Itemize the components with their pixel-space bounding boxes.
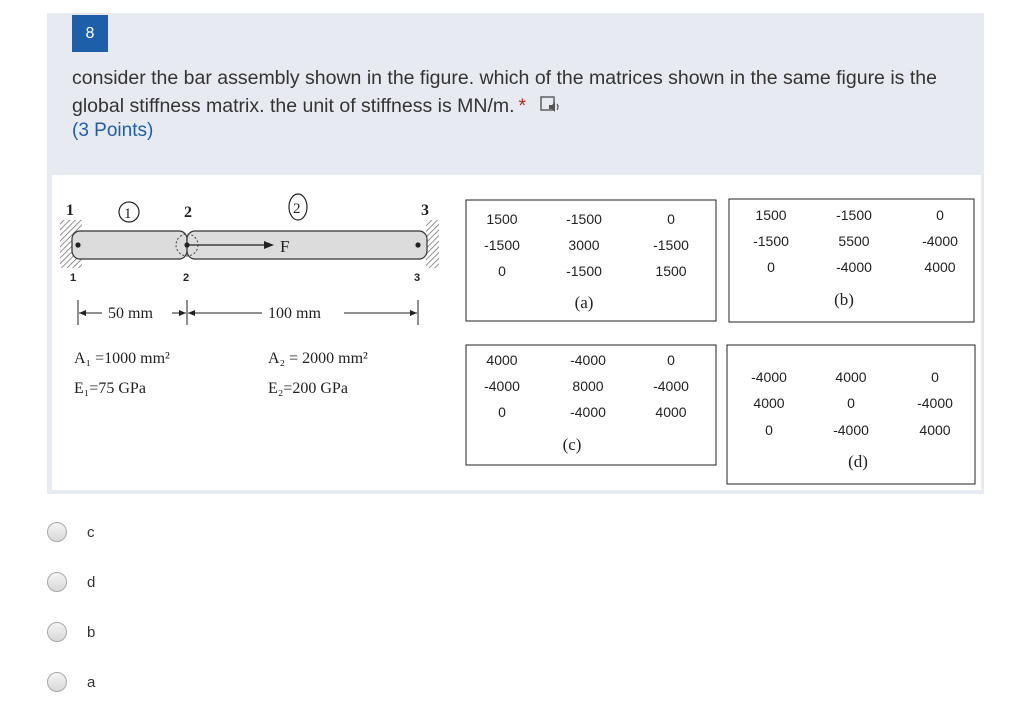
matrix-a-cell: 1500 <box>655 263 687 279</box>
radio-button[interactable] <box>47 572 67 592</box>
option-c[interactable] <box>47 518 95 546</box>
matrix-d-cell: 0 <box>931 369 939 385</box>
matrix-d-cell: -4000 <box>751 369 787 385</box>
matrix-a-cell: -1500 <box>653 237 689 253</box>
radio-button[interactable] <box>47 622 67 642</box>
radio-button[interactable] <box>47 522 67 542</box>
dim-1-arrow-left <box>79 310 86 316</box>
node-label-top-3: 3 <box>421 202 429 219</box>
matrix-b-cell: -1500 <box>753 233 789 249</box>
node-label-top-2: 2 <box>184 204 192 221</box>
matrix-b-cell: 0 <box>767 259 775 275</box>
option-label: a <box>87 673 96 691</box>
dim-1-label: 50 mm <box>108 305 153 322</box>
matrix-b-cell: 4000 <box>924 259 956 275</box>
matrix-d-cell: -4000 <box>917 395 953 411</box>
question-figure <box>52 175 981 490</box>
required-asterisk: * <box>518 95 527 117</box>
matrix-a-cell: 3000 <box>568 237 600 253</box>
matrix-b-cell: -4000 <box>836 259 872 275</box>
matrix-c-cell: 0 <box>667 352 675 368</box>
question-number-badge: 8 <box>72 15 108 52</box>
right-wall <box>426 220 439 268</box>
matrix-c-cell: 0 <box>498 404 506 420</box>
option-a[interactable] <box>47 668 95 696</box>
matrix-d-cell: -4000 <box>833 422 869 438</box>
matrix-b-cell: -1500 <box>836 207 872 223</box>
dim-1-arrow-right <box>179 310 186 316</box>
option-b[interactable] <box>47 618 95 646</box>
matrix-d-cell: 0 <box>847 395 855 411</box>
matrix-d-cell: 4000 <box>919 422 951 438</box>
matrix-a-cell: -1500 <box>566 211 602 227</box>
matrix-b-label: (b) <box>834 290 854 309</box>
dim-2-arrow-right <box>410 310 417 316</box>
matrix-b-cell: 5500 <box>838 233 870 249</box>
matrix-b <box>729 199 974 322</box>
matrix-a-cell: 1500 <box>486 211 518 227</box>
option-label: c <box>87 523 95 541</box>
matrix-b-cell: 0 <box>936 207 944 223</box>
a1-label: A₁ =1000 mm² <box>74 350 170 367</box>
e1-label: E₁=75 GPa <box>74 380 146 397</box>
node-1-dot <box>75 242 80 247</box>
a2-label: A₂ = 2000 mm² <box>268 350 368 367</box>
matrix-c-cell: -4000 <box>570 404 606 420</box>
element-label-1: 1 <box>124 206 132 222</box>
matrix-c-cell: -4000 <box>653 378 689 394</box>
matrix-a-cell: -1500 <box>484 237 520 253</box>
question-text-block <box>72 64 967 120</box>
matrix-c <box>466 345 716 465</box>
matrix-b-cell: 1500 <box>755 207 787 223</box>
node-label-bottom-2: 2 <box>183 272 190 284</box>
matrix-a-cell: -1500 <box>566 263 602 279</box>
dim-2-arrow-left <box>188 310 195 316</box>
bar-assembly-figure <box>52 175 981 490</box>
matrix-d-cell: 4000 <box>753 395 785 411</box>
option-d[interactable] <box>47 568 95 596</box>
radio-button[interactable] <box>47 672 67 692</box>
question-text: consider the bar assembly shown in the figure. which of the matrices shown in the same figure is the global stiffness matrix. the unit of stiffness is MN/m. <box>72 67 937 117</box>
matrix-d <box>727 345 975 484</box>
matrix-a-label: (a) <box>574 293 594 312</box>
matrix-c-cell: 4000 <box>655 404 687 420</box>
immersive-reader-icon[interactable] <box>540 95 562 115</box>
matrix-d-label: (d) <box>848 452 868 471</box>
dim-2-label: 100 mm <box>268 305 321 322</box>
element-label-2: 2 <box>293 201 301 217</box>
matrix-d-cell: 4000 <box>835 369 867 385</box>
node-label-bottom-1: 1 <box>70 272 77 284</box>
matrix-a <box>466 200 716 321</box>
option-label: d <box>87 573 96 591</box>
option-label: b <box>87 623 96 641</box>
bar-element-1 <box>72 231 187 259</box>
matrix-c-label: (c) <box>562 435 582 454</box>
question-points: (3 Points) <box>72 120 154 141</box>
matrix-b-cell: -4000 <box>922 233 958 249</box>
matrix-a-cell: 0 <box>498 263 506 279</box>
node-label-top-1: 1 <box>66 202 74 219</box>
matrix-a-cell: 0 <box>667 211 675 227</box>
matrix-c-cell: 4000 <box>486 352 518 368</box>
e2-label: E₂=200 GPa <box>268 380 348 397</box>
force-label: F <box>280 237 290 256</box>
matrix-d-cell: 0 <box>765 422 773 438</box>
matrix-c-cell: -4000 <box>570 352 606 368</box>
matrix-c-cell: -4000 <box>484 378 520 394</box>
node-label-bottom-3: 3 <box>414 272 421 284</box>
node-3-dot <box>415 242 420 247</box>
matrix-c-cell: 8000 <box>572 378 604 394</box>
